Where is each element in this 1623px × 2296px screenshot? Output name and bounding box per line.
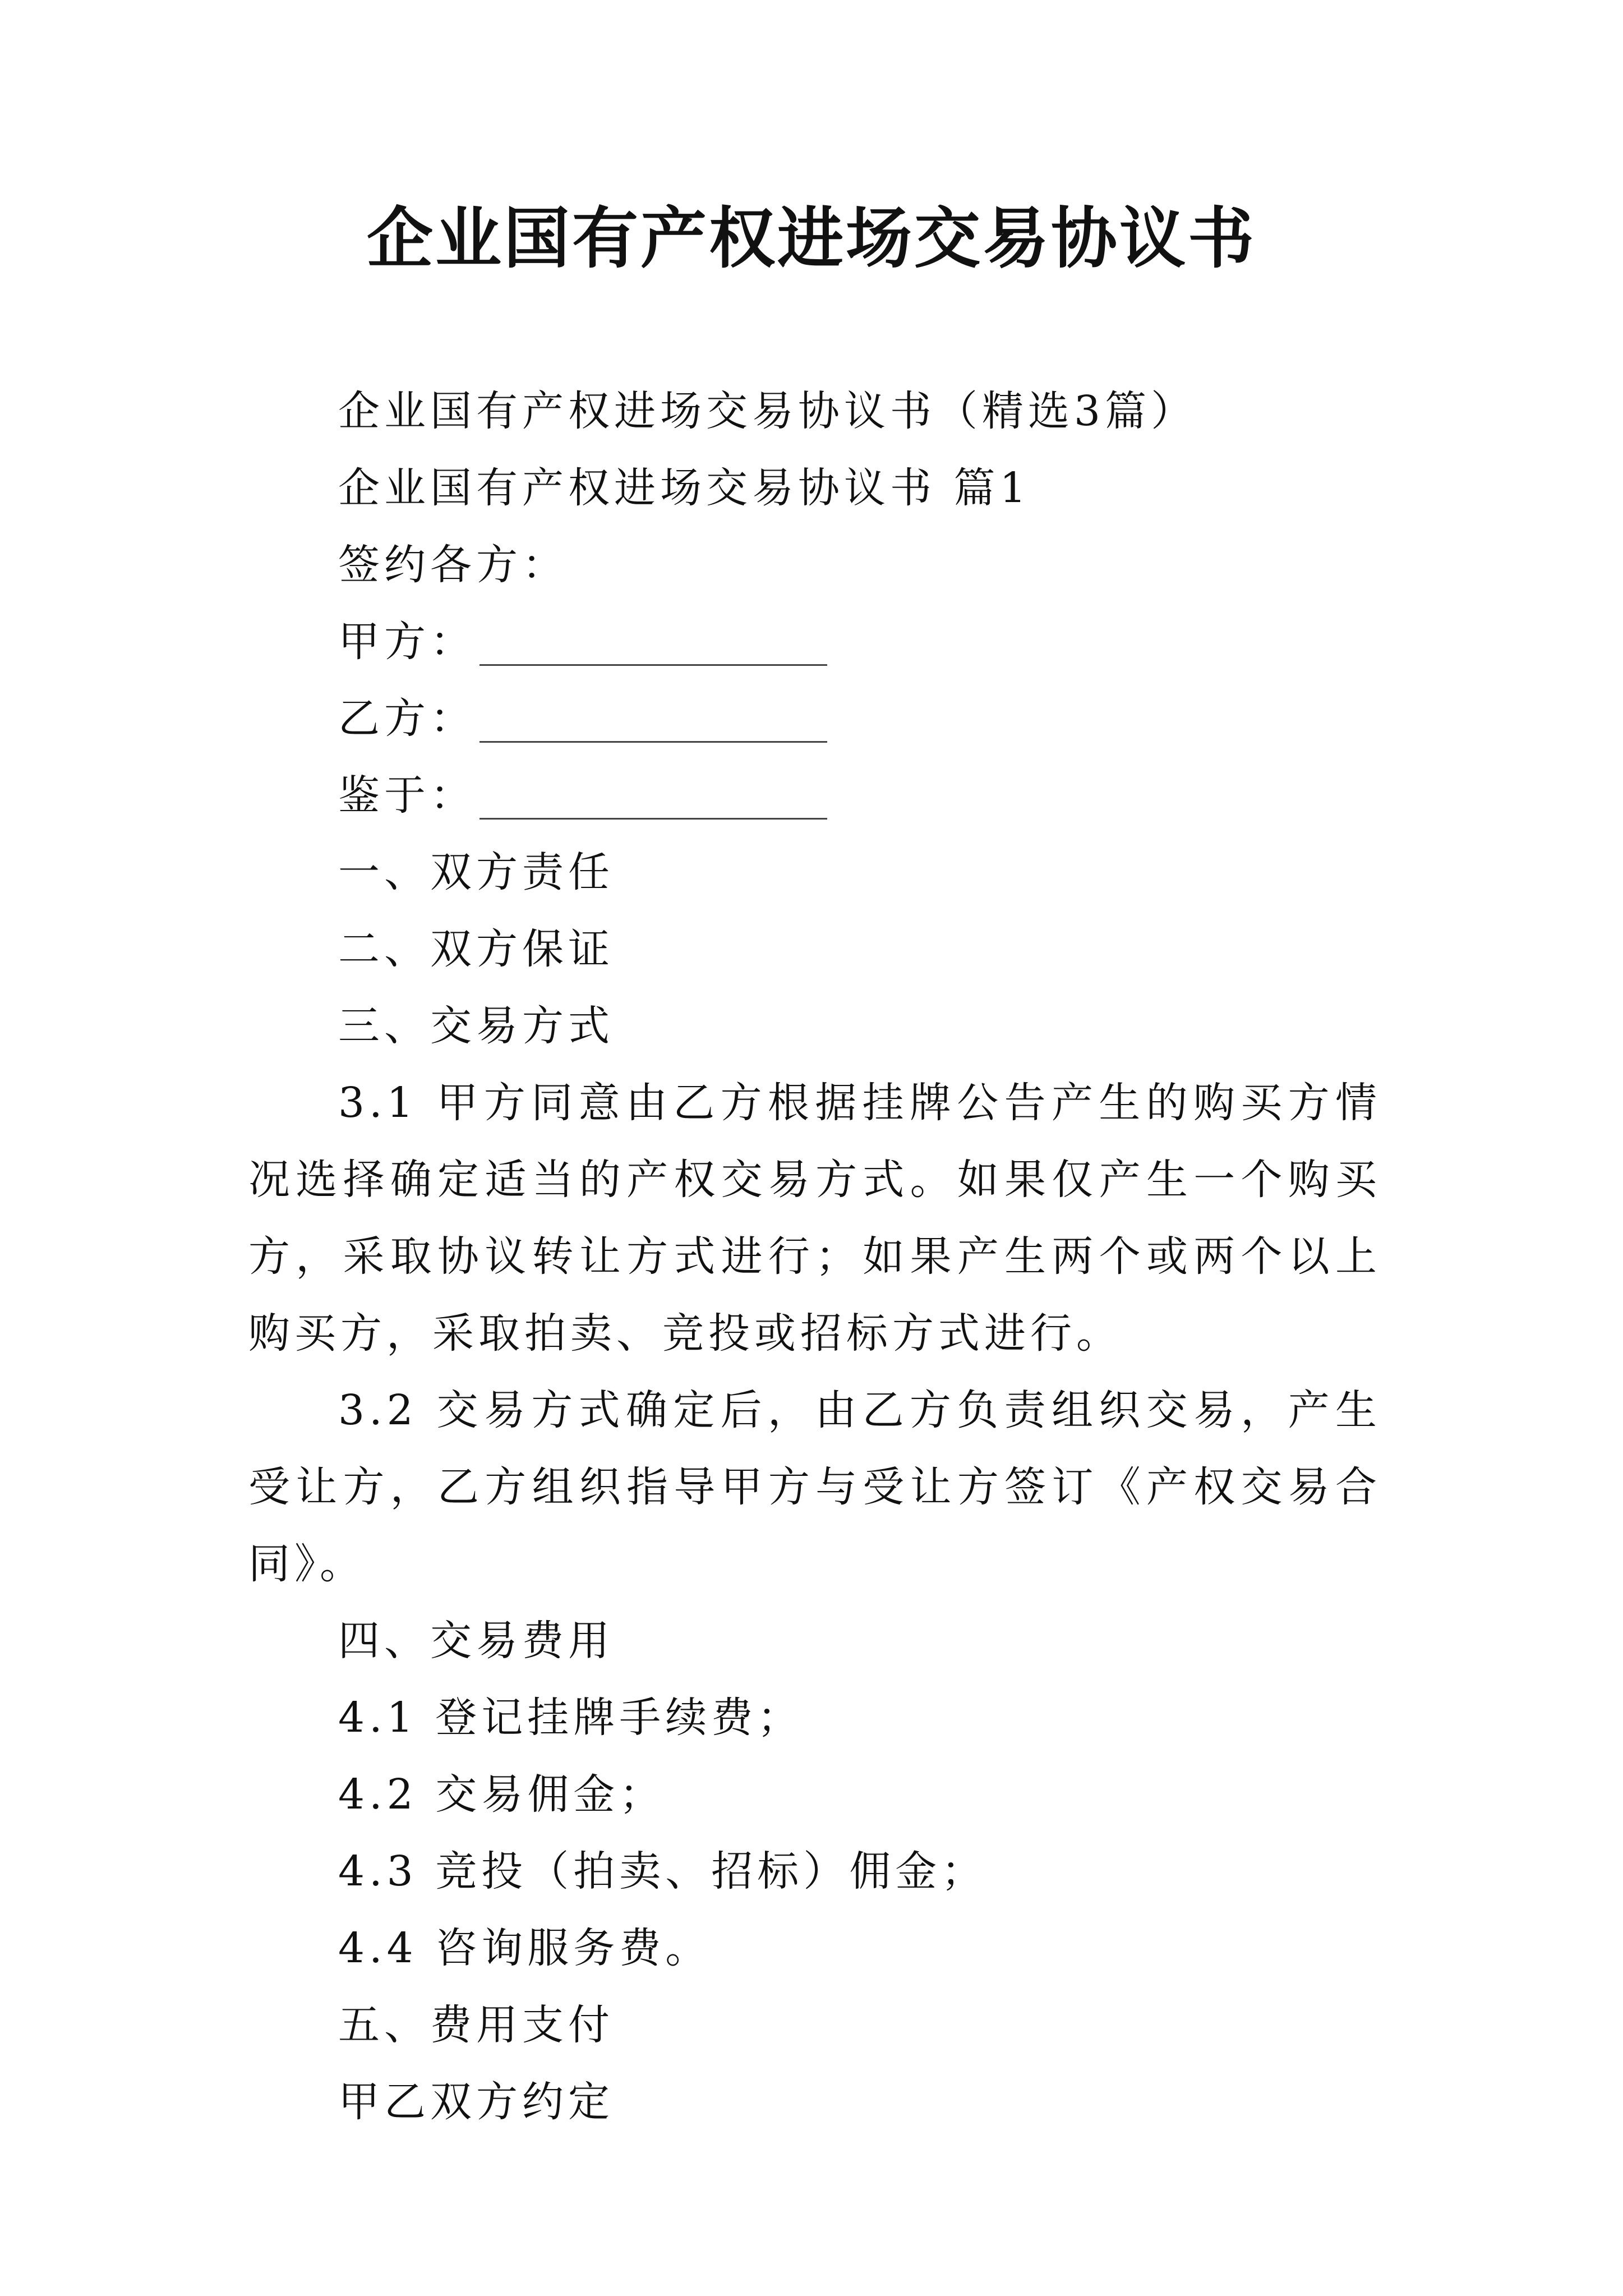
closing-line: 甲乙双方约定 xyxy=(338,2078,614,2126)
subtitle-line: 企业国有产权进场交易协议书（精选3篇） xyxy=(338,387,1197,435)
section-heading-4: 四、交易费用 xyxy=(338,1617,614,1665)
paragraph-3-2: 3.2 交易方式确定后，由乙方负责组织交易，产生受让方，乙方组织指导甲方与受让方签订《产权交易合同》。 xyxy=(248,1386,1381,1588)
paragraph-3-1: 3.1 甲方同意由乙方根据挂牌公告产生的购买方情况选择确定适当的产权交易方式。如果仅产生一个购买方，采取协议转让方式进行；如果产生两个或两个以上购买方，采取拍卖、竞投或招标方式进行。 xyxy=(248,1079,1381,1358)
party-b-label: 乙方： xyxy=(338,694,476,743)
party-a-line xyxy=(248,604,1381,680)
party-a-blank xyxy=(479,663,827,666)
chapter-heading: 企业国有产权进场交易协议书 篇1 xyxy=(338,464,1031,512)
item-4-1: 4.1 登记挂牌手续费； xyxy=(338,1694,804,1742)
whereas-blank xyxy=(479,817,827,820)
item-4-3: 4.3 竞投（拍卖、招标）佣金； xyxy=(338,1847,988,1895)
document-title: 企业国有产权进场交易协议书 xyxy=(366,199,1256,277)
party-b-line xyxy=(248,680,1381,757)
party-b-blank xyxy=(479,740,827,743)
section-heading-5: 五、费用支付 xyxy=(338,2001,614,2049)
section-heading-3: 三、交易方式 xyxy=(338,1002,614,1050)
whereas-label: 鉴于： xyxy=(338,771,476,820)
section-heading-2: 二、双方保证 xyxy=(338,925,614,973)
item-4-2: 4.2 交易佣金； xyxy=(338,1770,666,1819)
whereas-line xyxy=(248,757,1381,834)
item-4-4: 4.4 咨询服务费。 xyxy=(338,1924,712,1972)
parties-heading: 签约各方： xyxy=(338,541,568,589)
document-body xyxy=(248,373,1381,2141)
party-a-label: 甲方： xyxy=(338,618,476,666)
section-heading-1: 一、双方责任 xyxy=(338,848,614,896)
